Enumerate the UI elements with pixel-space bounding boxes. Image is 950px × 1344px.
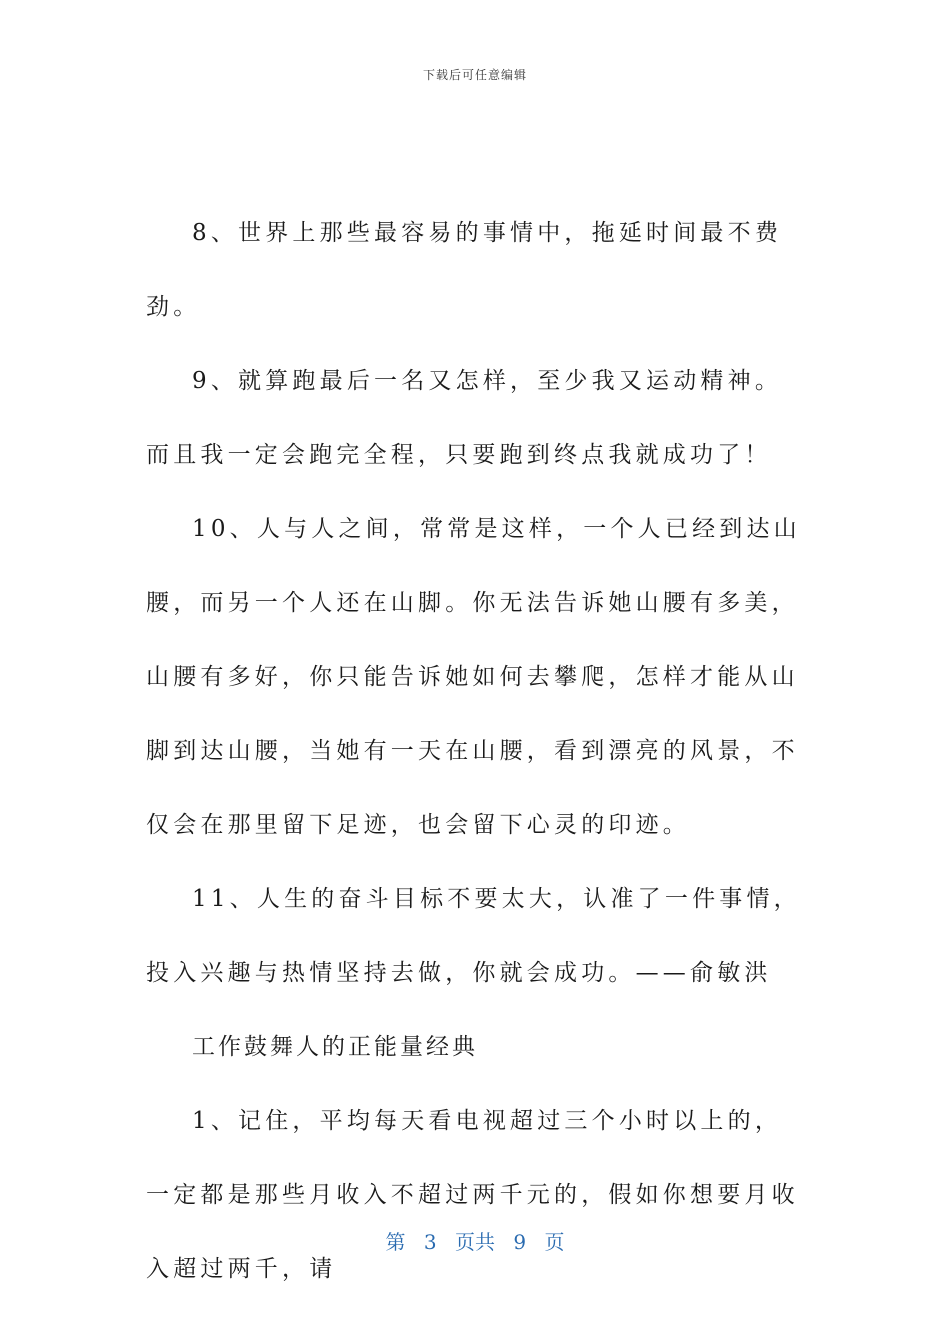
paragraph-item-1: 1、记住，平均每天看电视超过三个小时以上的，一定都是那些月收入不超过两千元的，假如你想要月收入超过两千，请 — [146, 1108, 799, 1282]
document-body — [146, 196, 806, 1306]
footer-suffix: 页 — [544, 1230, 565, 1254]
paragraph-item-8: 8、世界上那些最容易的事情中，拖延时间最不费劲。 — [146, 220, 783, 320]
page-header: 下载后可任意编辑 — [422, 68, 527, 82]
paragraph-item-9: 9、就算跑最后一名又怎样，至少我又运动精神。而且我一定会跑完全程，只要跑到终点我就成功了！ — [146, 368, 783, 468]
total-page-count: 9 — [513, 1230, 527, 1254]
paragraph-item-10: 10、人与人之间，常常是这样，一个人已经到达山腰，而另一个人还在山脚。你无法告诉她山腰有多美，山腰有多好，你只能告诉她如何去攀爬，怎样才能从山脚到达山腰，当她有一天在山腰，看到漂亮的风景，不仅会在那里留下足迹，也会留下心灵的印迹。 — [146, 516, 801, 838]
paragraph-item-11: 11、人生的奋斗目标不要太大，认准了一件事情，投入兴趣与热情坚持去做，你就会成功。——俞敏洪 — [146, 886, 801, 986]
page-footer — [0, 1226, 950, 1255]
section-heading: 工作鼓舞人的正能量经典 — [192, 1034, 478, 1060]
current-page-number: 3 — [423, 1230, 437, 1254]
footer-middle: 页共 — [455, 1230, 495, 1254]
footer-prefix: 第 — [385, 1230, 406, 1254]
